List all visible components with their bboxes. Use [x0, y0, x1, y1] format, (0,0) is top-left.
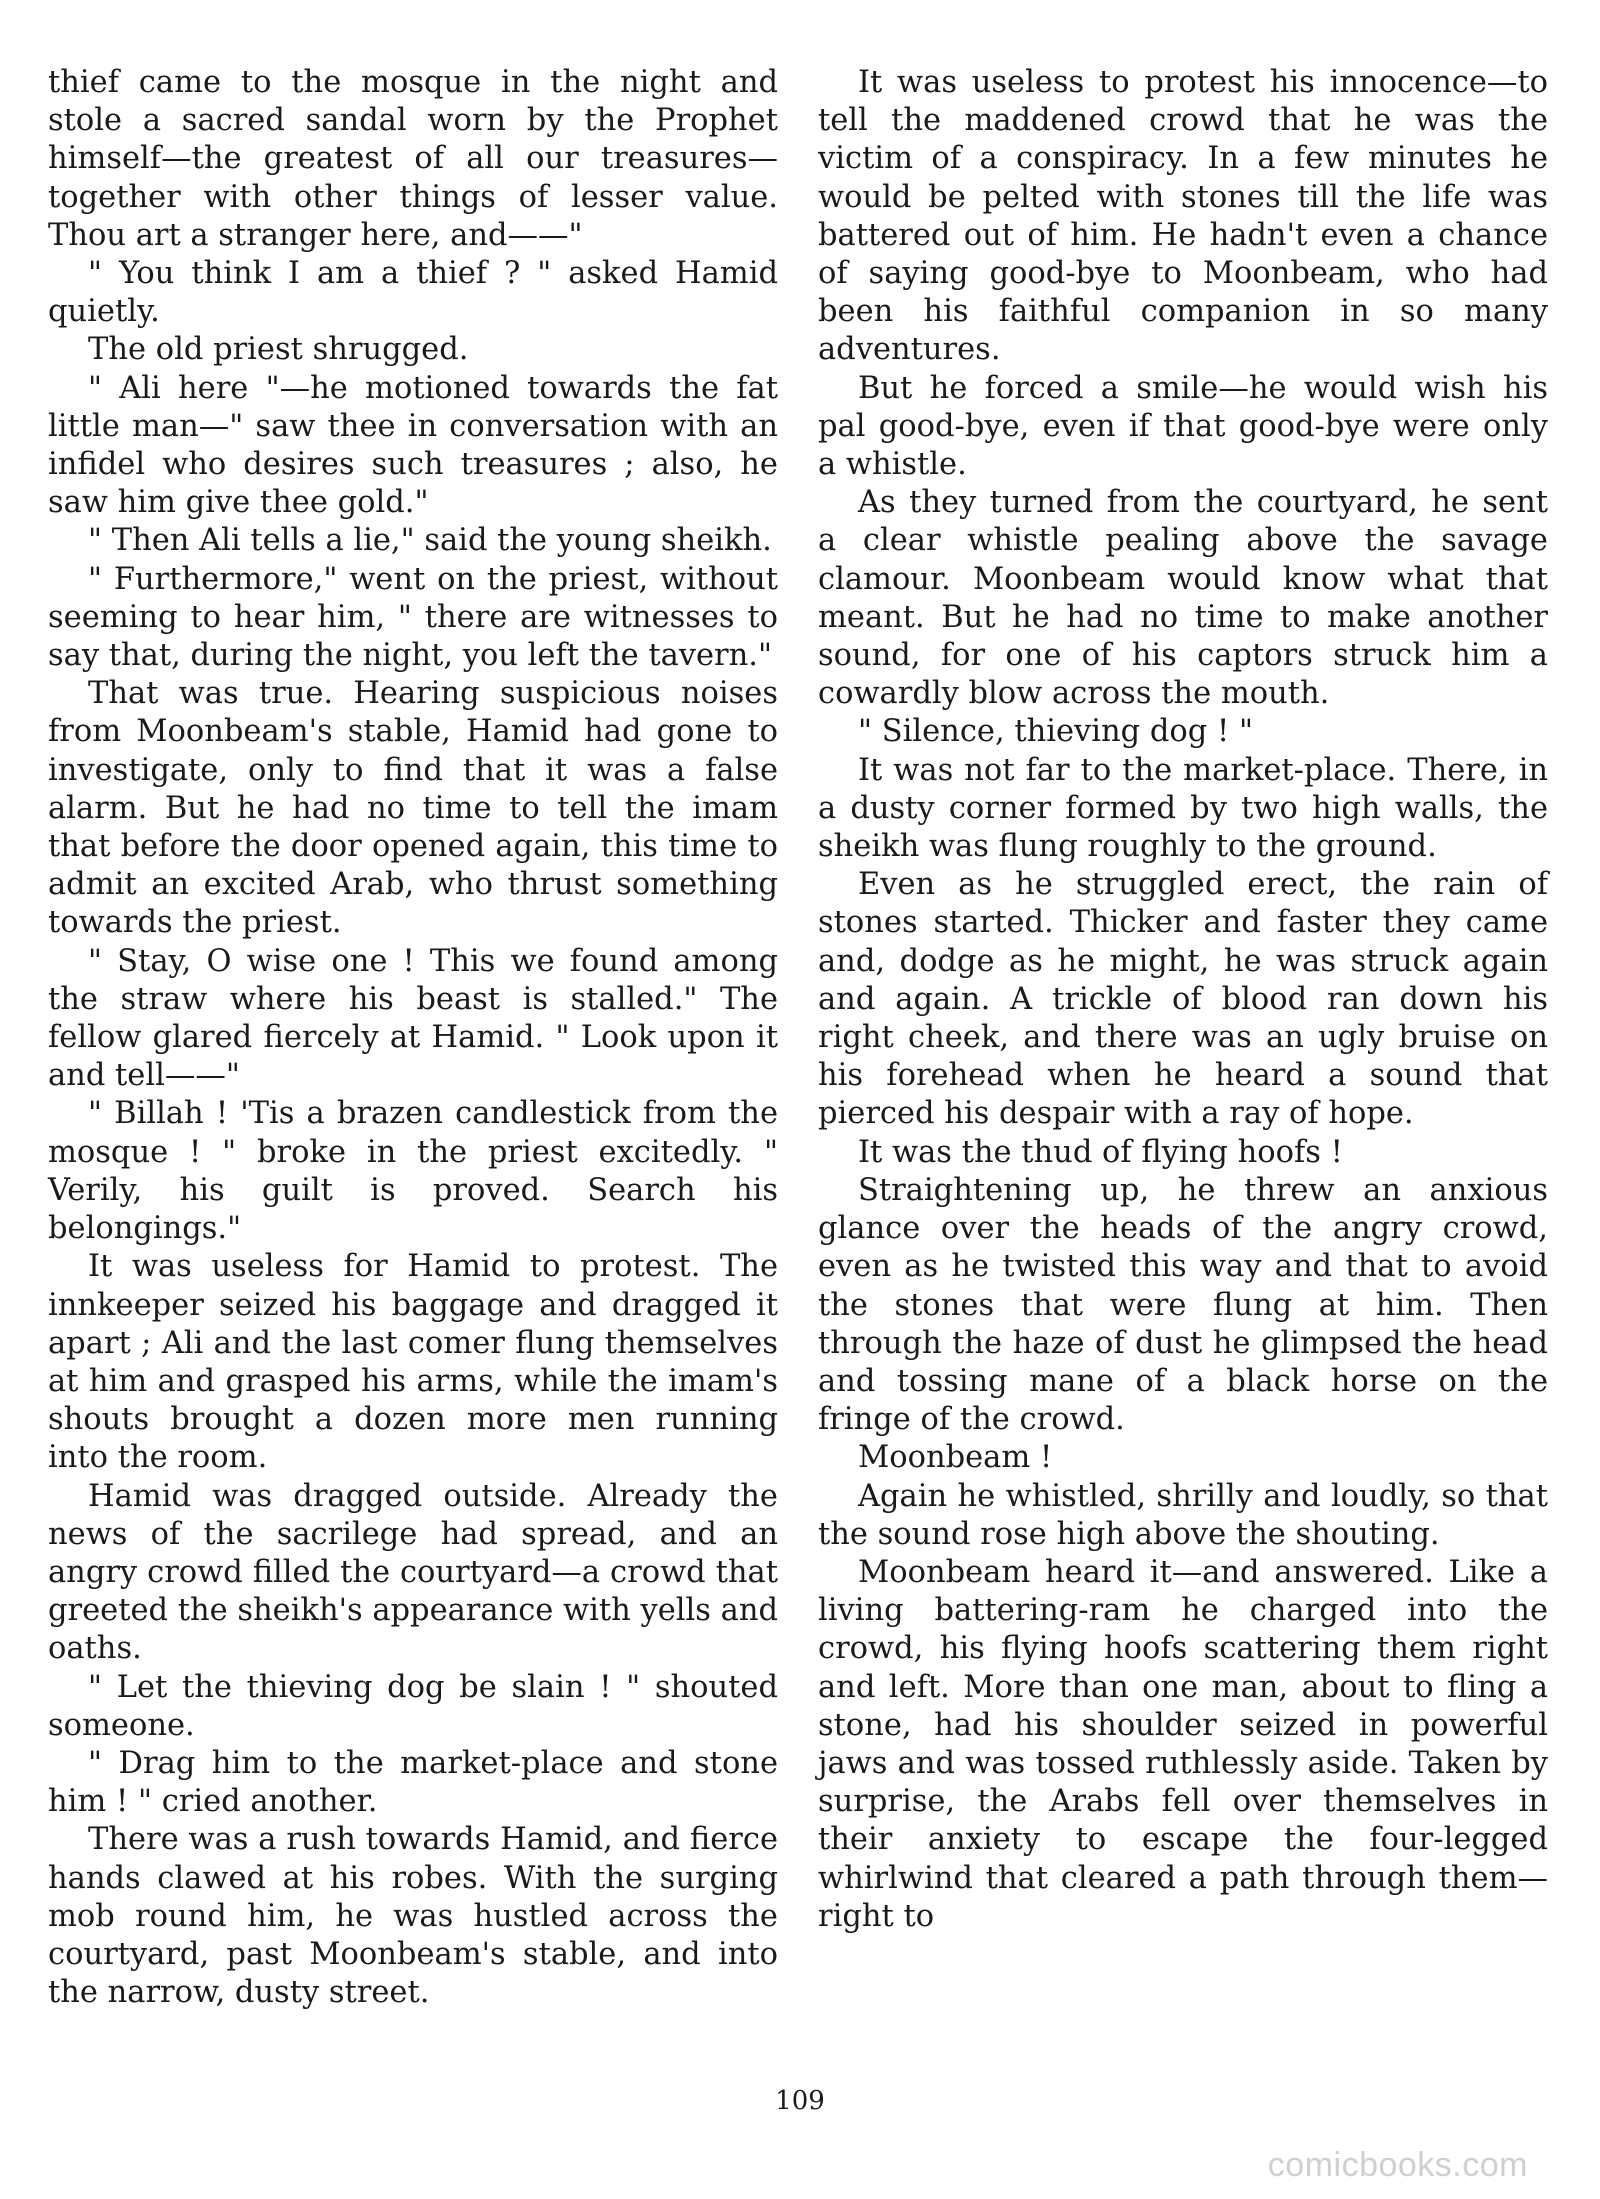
paragraph: Hamid was dragged outside. Already the news of the sacrilege had spread, and an angry crowd filled the courtyard—a crowd that greeted the sheikh's appearance with yells and oaths.	[48, 1478, 778, 1667]
paragraph: It was the thud of flying hoofs !	[858, 1134, 1343, 1170]
paragraph: " Furthermore," went on the priest, without seeming to hear him, " there are witnesses to say that, during the night, you left the tavern."	[48, 561, 778, 674]
paragraph: But he forced a smile—he would wish his pal good-bye, even if that good-bye were only a whistle.	[818, 370, 1548, 483]
paragraph: Moonbeam heard it—and answered. Like a living battering-ram he charged into the crowd, his flying hoofs scattering them right and left. More than one man, about to fling a stone, had his shoulder seized in powerful jaws and was tossed ruthlessly aside. Taken by surprise, the Arabs fell over themselves in their anxiety to escape the four-legged whirlwind that cleared a path through them—right to	[818, 1554, 1548, 1934]
paragraph: thief came to the mosque in the night and stole a sacred sandal worn by the Prophet himself—the greatest of all our treasures—together with other things of lesser value. Thou art a stranger here, and——"	[48, 65, 778, 253]
paragraph: " Let the thieving dog be slain ! " shouted someone.	[48, 1669, 778, 1743]
paragraph: Again he whistled, shrilly and loudly, so that the sound rose high above the shouting.	[818, 1478, 1548, 1552]
paragraph: It was not far to the market-place. There, in a dusty corner formed by two high walls, the sheikh was flung roughly to the ground.	[818, 752, 1548, 865]
paragraph: " Then Ali tells a lie," said the young sheikh.	[88, 523, 772, 559]
paragraph: " Ali here "—he motioned towards the fat little man—" saw thee in conversation with an infidel who desires such treasures ; also, he saw him give thee gold."	[48, 370, 778, 521]
paragraph: " Billah ! 'Tis a brazen candlestick from the mosque ! " broke in the priest excitedly. " Verily, his guilt is proved. Search his belongings."	[48, 1096, 778, 1247]
watermark: comicbooks.com	[1267, 2146, 1528, 2184]
paragraph: It was useless to protest his innocence—to tell the maddened crowd that he was the victim of a conspiracy. In a few minutes he would be pelted with stones till the life was battered out of him. He hadn't even a chance of saying good-bye to Moonbeam, who had been his faithful companion in so many adventures.	[818, 65, 1548, 368]
paragraph: " You think I am a thief ? " asked Hamid quietly.	[48, 256, 778, 330]
paragraph: As they turned from the courtyard, he sent a clear whistle pealing above the savage clamour. Moonbeam would know what that meant. But he had no time to make another sound, for one of his captors struck him a cowardly blow across the mouth.	[818, 485, 1548, 712]
left-text-column	[48, 64, 778, 2012]
paragraph: " Drag him to the market-place and stone him ! " cried another.	[48, 1745, 778, 1820]
paragraph: Moonbeam !	[858, 1440, 1053, 1476]
paragraph: There was a rush towards Hamid, and fierce hands clawed at his robes. With the surging mob round him, he was hustled across the courtyard, past Moonbeam's stable, and into the narrow, dusty street.	[48, 1822, 778, 2011]
paragraph: That was true. Hearing suspicious noises from Moonbeam's stable, Hamid had gone to investigate, only to find that it was a false alarm. But he had no time to tell the imam that before the door opened again, this time to admit an excited Arab, who thrust something towards the priest.	[48, 676, 778, 941]
paragraph: Straightening up, he threw an anxious glance over the heads of the angry crowd, even as he twisted this way and that to avoid the stones that were flung at him. Then through the haze of dust he glimpsed the head and tossing mane of a black horse on the fringe of the crowd.	[818, 1172, 1548, 1438]
paragraph: It was useless for Hamid to protest. The innkeeper seized his baggage and dragged it apart ; Ali and the last comer flung themselves at him and grasped his arms, while the imam's shouts brought a dozen more men running into the room.	[48, 1249, 778, 1476]
right-text-column	[818, 64, 1548, 1936]
page-number: 109	[775, 2086, 825, 2116]
paragraph: " Stay, O wise one ! This we found among the straw where his beast is stalled." The fellow glared fiercely at Hamid. " Look upon it and tell——"	[48, 943, 778, 1094]
paragraph: Even as he struggled erect, the rain of stones started. Thicker and faster they came and, dodge as he might, he was struck again and again. A trickle of blood ran down his right cheek, and there was an ugly bruise on his forehead when he heard a sound that pierced his despair with a ray of hope.	[818, 867, 1548, 1132]
paragraph: The old priest shrugged.	[88, 332, 469, 368]
paragraph: " Silence, thieving dog ! "	[858, 714, 1253, 750]
